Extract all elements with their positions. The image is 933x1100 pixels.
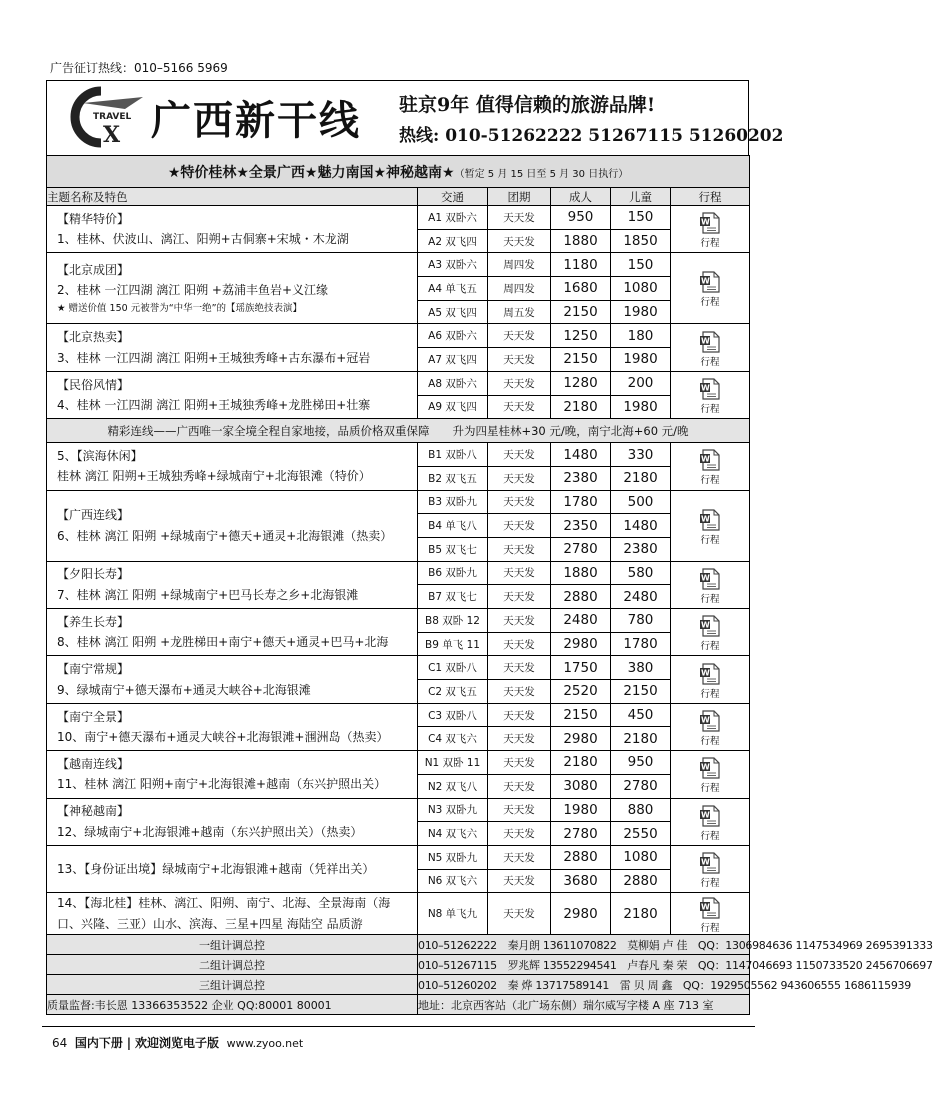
child-price: 2550 xyxy=(611,822,671,846)
adult-price: 2980 xyxy=(551,632,611,656)
child-price: 2380 xyxy=(611,537,671,561)
itinerary-label: 行程 xyxy=(700,783,720,795)
tour-price-table xyxy=(46,155,933,1015)
child-price: 1080 xyxy=(611,277,671,301)
tour-description xyxy=(47,561,418,608)
tour-route: 10、南宁+德天瀑布+通灵大峡谷+北海银滩+涠洲岛（热卖） xyxy=(57,729,389,744)
adult-price: 2180 xyxy=(551,395,611,419)
col-theme: 主题名称及特色 xyxy=(47,188,418,206)
adult-price: 2980 xyxy=(551,893,611,935)
itinerary-label: 行程 xyxy=(700,534,720,546)
child-price: 330 xyxy=(611,443,671,467)
adult-price: 2880 xyxy=(551,585,611,609)
contact-group: 二组计调总控 xyxy=(47,955,418,975)
office-address: 地址：北京西客站（北广场东侧）瑞尔威写字楼 A 座 713 室 xyxy=(418,995,750,1015)
adult-price: 3680 xyxy=(551,869,611,893)
adult-price: 2480 xyxy=(551,609,611,633)
col-itinerary: 行程 xyxy=(671,188,750,206)
svg-text:W: W xyxy=(701,276,710,286)
tour-route: 1、桂林、伏波山、漓江、阳朔+古侗寨+宋城・木龙湖 xyxy=(57,232,349,247)
contact-person: 秦月朗 13611070822 xyxy=(507,938,617,952)
transport-code: B1 双卧八 xyxy=(418,443,488,467)
child-price: 880 xyxy=(611,798,671,822)
document-icon xyxy=(698,710,722,732)
contact-qq: QQ：1306984636 1147534969 2695391333 xyxy=(697,938,933,952)
tour-route: 11、桂林 漓江 阳朔+南宁+北海银滩+越南（东兴护照出关） xyxy=(57,777,387,792)
adult-price: 1880 xyxy=(551,561,611,585)
itinerary-link[interactable] xyxy=(671,893,750,935)
transport-code: N6 双飞六 xyxy=(418,869,488,893)
document-icon xyxy=(698,509,722,531)
departure-schedule: 天天发 xyxy=(488,798,551,822)
contact-staff: 雷 贝 周 鑫 xyxy=(619,978,673,992)
document-icon xyxy=(698,331,722,353)
footer-rule xyxy=(42,1026,755,1027)
adult-price: 3080 xyxy=(551,774,611,798)
transport-code: C1 双卧八 xyxy=(418,656,488,680)
departure-schedule: 天天发 xyxy=(488,514,551,538)
tour-row xyxy=(47,324,750,348)
tour-row xyxy=(47,371,750,395)
adult-price: 2980 xyxy=(551,727,611,751)
child-price: 500 xyxy=(611,490,671,514)
tour-title: 【北京成团】 xyxy=(57,262,130,277)
footer-section: 国内下册 xyxy=(74,1036,123,1050)
tour-title: 【民俗风情】 xyxy=(57,377,130,392)
brand-header xyxy=(46,80,784,155)
title-banner xyxy=(47,156,750,188)
transport-code: C2 双飞五 xyxy=(418,680,488,704)
child-price: 1780 xyxy=(611,632,671,656)
contact-details xyxy=(418,935,933,955)
tour-description xyxy=(47,798,418,845)
transport-code: B7 双飞七 xyxy=(418,585,488,609)
departure-schedule: 天天发 xyxy=(488,893,551,935)
itinerary-label: 行程 xyxy=(700,238,720,250)
col-child: 儿童 xyxy=(611,188,671,206)
itinerary-label: 行程 xyxy=(700,830,720,842)
document-icon xyxy=(698,212,722,234)
adult-price: 2780 xyxy=(551,822,611,846)
document-icon xyxy=(698,271,722,293)
transport-code: A8 双卧六 xyxy=(418,371,488,395)
child-price: 180 xyxy=(611,324,671,348)
transport-code: B8 双卧 12 xyxy=(418,609,488,633)
tour-route: 4、桂林 一江四湖 漓江 阳朔+王城独秀峰+龙胜梯田+壮寨 xyxy=(57,398,371,412)
transport-code: A1 双卧六 xyxy=(418,206,488,230)
transport-code: A4 单飞五 xyxy=(418,277,488,301)
tour-row xyxy=(47,845,750,869)
tour-title: 【南宁全景】 xyxy=(57,709,130,724)
itinerary-link[interactable] xyxy=(671,609,750,656)
logo-travel-text: TRAVEL xyxy=(93,112,132,122)
contact-details xyxy=(418,955,933,975)
tour-row xyxy=(47,253,750,277)
departure-schedule: 天天发 xyxy=(488,869,551,893)
tour-route: 桂林 漓江 阳朔+王城独秀峰+绿城南宁+北海银滩（特价） xyxy=(57,469,371,484)
itinerary-label: 行程 xyxy=(700,593,720,605)
tour-description xyxy=(47,443,418,490)
departure-schedule: 天天发 xyxy=(488,845,551,869)
tour-route: 8、桂林 漓江 阳朔 +龙胜梯田+南宁+德天+通灵+巴马+北海 xyxy=(57,635,389,650)
adult-price: 1680 xyxy=(551,277,611,301)
page-footer xyxy=(52,1034,303,1051)
itinerary-label: 行程 xyxy=(700,735,720,747)
tour-description xyxy=(47,751,418,798)
document-icon xyxy=(698,615,722,637)
child-price: 150 xyxy=(611,253,671,277)
svg-text:W: W xyxy=(701,454,710,464)
child-price: 950 xyxy=(611,751,671,775)
promo-row xyxy=(47,419,750,443)
itinerary-label: 行程 xyxy=(700,688,720,700)
svg-text:W: W xyxy=(701,857,710,867)
document-icon xyxy=(698,897,722,919)
itinerary-link[interactable] xyxy=(671,443,750,490)
adult-price: 1480 xyxy=(551,443,611,467)
contact-group: 一组计调总控 xyxy=(47,935,418,955)
adult-price: 2150 xyxy=(551,703,611,727)
svg-text:W: W xyxy=(701,668,710,678)
child-price: 150 xyxy=(611,206,671,230)
departure-schedule: 天天发 xyxy=(488,585,551,609)
departure-schedule: 天天发 xyxy=(488,229,551,253)
adult-price: 2150 xyxy=(551,348,611,372)
itinerary-label: 行程 xyxy=(700,878,720,890)
document-icon xyxy=(698,852,722,874)
tour-row xyxy=(47,443,750,467)
tour-route: 6、桂林 漓江 阳朔 +绿城南宁+德天+通灵+北海银滩（热卖） xyxy=(57,528,393,543)
child-price: 1850 xyxy=(611,229,671,253)
departure-schedule: 天天发 xyxy=(488,537,551,561)
tour-row xyxy=(47,490,750,514)
transport-code: N3 双卧九 xyxy=(418,798,488,822)
child-price: 200 xyxy=(611,371,671,395)
child-price: 1080 xyxy=(611,845,671,869)
departure-schedule: 天天发 xyxy=(488,774,551,798)
col-traffic: 交通 xyxy=(418,188,488,206)
child-price: 450 xyxy=(611,703,671,727)
document-icon xyxy=(698,757,722,779)
col-adult: 成人 xyxy=(551,188,611,206)
departure-schedule: 天天发 xyxy=(488,348,551,372)
banner-note: （暂定 5 月 15 日至 5 月 30 日执行） xyxy=(454,168,629,180)
promo-text: 精彩连线——广西唯一家全境全程自家地接，品质价格双重保障 升为四星桂林+30 元/晚，南宁北海+60 元/晚 xyxy=(47,419,750,443)
tour-route: 2、桂林 一江四湖 漓江 阳朔 +荔浦丰鱼岩+义江缘 xyxy=(57,283,329,298)
adult-price: 2380 xyxy=(551,466,611,490)
departure-schedule: 天天发 xyxy=(488,561,551,585)
transport-code: N5 双卧九 xyxy=(418,845,488,869)
document-icon xyxy=(698,378,722,400)
departure-schedule: 天天发 xyxy=(488,822,551,846)
transport-code: A3 双卧六 xyxy=(418,253,488,277)
departure-schedule: 周四发 xyxy=(488,253,551,277)
adult-price: 2150 xyxy=(551,300,611,324)
svg-text:W: W xyxy=(701,573,710,583)
transport-code: A7 双飞四 xyxy=(418,348,488,372)
child-price: 2880 xyxy=(611,869,671,893)
child-price: 380 xyxy=(611,656,671,680)
contact-qq: QQ：1147046693 1150733520 2456706697 xyxy=(697,958,933,972)
tour-row xyxy=(47,656,750,680)
transport-code: B2 双飞五 xyxy=(418,466,488,490)
tour-description xyxy=(47,324,418,371)
child-price: 580 xyxy=(611,561,671,585)
child-price: 2780 xyxy=(611,774,671,798)
svg-text:W: W xyxy=(701,383,710,393)
itinerary-label: 行程 xyxy=(700,356,720,368)
adult-price: 1250 xyxy=(551,324,611,348)
tour-row xyxy=(47,751,750,775)
tour-description xyxy=(47,371,418,418)
itinerary-link[interactable] xyxy=(671,845,750,892)
tour-route: 7、桂林 漓江 阳朔 +绿城南宁+巴马长寿之乡+北海银滩 xyxy=(57,587,359,602)
departure-schedule: 周五发 xyxy=(488,300,551,324)
contact-phone: 010–51260202 xyxy=(418,978,497,992)
tour-description xyxy=(47,206,418,253)
cx-travel-logo xyxy=(55,87,147,147)
adult-price: 1180 xyxy=(551,253,611,277)
transport-code: A5 双飞四 xyxy=(418,300,488,324)
adult-price: 1880 xyxy=(551,229,611,253)
adult-price: 2350 xyxy=(551,514,611,538)
svg-text:W: W xyxy=(701,902,710,912)
itinerary-link[interactable] xyxy=(671,751,750,798)
transport-code: A6 双卧六 xyxy=(418,324,488,348)
itinerary-label: 行程 xyxy=(700,297,720,309)
tour-description xyxy=(47,609,418,656)
brand-slogan: 驻京9年 值得信赖的旅游品牌! xyxy=(399,94,656,116)
tour-title: 【养生长寿】 xyxy=(57,614,130,629)
child-price: 1980 xyxy=(611,395,671,419)
column-headers xyxy=(47,188,750,206)
tour-description xyxy=(47,656,418,703)
itinerary-label: 行程 xyxy=(700,641,720,653)
contact-row xyxy=(47,935,750,955)
itinerary-link[interactable] xyxy=(671,703,750,750)
quality-row xyxy=(47,995,750,1015)
adult-price: 2880 xyxy=(551,845,611,869)
document-icon xyxy=(698,568,722,590)
tour-row xyxy=(47,561,750,585)
adult-price: 950 xyxy=(551,206,611,230)
document-icon xyxy=(698,805,722,827)
svg-text:X: X xyxy=(103,122,121,148)
child-price: 780 xyxy=(611,609,671,633)
transport-code: A9 双飞四 xyxy=(418,395,488,419)
contact-row xyxy=(47,955,750,975)
departure-schedule: 天天发 xyxy=(488,751,551,775)
tour-row xyxy=(47,893,750,935)
svg-text:W: W xyxy=(701,217,710,227)
departure-schedule: 天天发 xyxy=(488,632,551,656)
tour-row xyxy=(47,609,750,633)
svg-text:W: W xyxy=(701,336,710,346)
tour-title: 【南宁常规】 xyxy=(57,662,130,677)
adult-price: 1750 xyxy=(551,656,611,680)
transport-code: N2 双飞八 xyxy=(418,774,488,798)
departure-schedule: 天天发 xyxy=(488,324,551,348)
contact-person: 罗兆辉 13552294541 xyxy=(507,958,617,972)
departure-schedule: 天天发 xyxy=(488,206,551,230)
svg-text:W: W xyxy=(701,514,710,524)
child-price: 2180 xyxy=(611,466,671,490)
transport-code: B5 双飞七 xyxy=(418,537,488,561)
tour-row xyxy=(47,206,750,230)
document-icon xyxy=(698,663,722,685)
brand-hotline: 热线: 010-51262222 51267115 51260202 xyxy=(399,126,784,146)
ad-hotline: 广告征订热线：010–5166 5969 xyxy=(50,61,228,75)
child-price: 1980 xyxy=(611,348,671,372)
transport-code: B4 单飞八 xyxy=(418,514,488,538)
tour-description xyxy=(47,893,418,935)
tour-title: 5、【滨海休闲】 xyxy=(57,448,143,463)
tour-route: 13、【身份证出境】绿城南宁+北海银滩+越南（凭祥出关） xyxy=(57,861,375,876)
footer-site[interactable]: www.zyoo.net xyxy=(226,1037,304,1050)
departure-schedule: 天天发 xyxy=(488,703,551,727)
itinerary-label: 行程 xyxy=(700,922,720,934)
tour-title: 【北京热卖】 xyxy=(57,330,130,345)
brand-name: 广西新干线 xyxy=(151,97,361,144)
page-number: 64 xyxy=(52,1036,68,1050)
tour-title: 【神秘越南】 xyxy=(57,804,130,819)
contact-qq: QQ：1929505562 943606555 1686115939 xyxy=(682,978,911,992)
footer-sep: | xyxy=(126,1036,132,1050)
transport-code: B6 双卧九 xyxy=(418,561,488,585)
footer-welcome: 欢迎浏览电子版 xyxy=(134,1036,219,1050)
tour-description xyxy=(47,703,418,750)
departure-schedule: 天天发 xyxy=(488,443,551,467)
itinerary-link[interactable] xyxy=(671,798,750,845)
transport-code: N8 单飞九 xyxy=(418,893,488,935)
transport-code: N4 双飞六 xyxy=(418,822,488,846)
tour-description xyxy=(47,253,418,324)
adult-price: 1780 xyxy=(551,490,611,514)
transport-code: C3 双卧八 xyxy=(418,703,488,727)
child-price: 2180 xyxy=(611,727,671,751)
child-price: 1980 xyxy=(611,300,671,324)
svg-text:W: W xyxy=(701,762,710,772)
transport-code: B9 单飞 11 xyxy=(418,632,488,656)
svg-text:W: W xyxy=(701,810,710,820)
tour-route: 9、绿城南宁+德天瀑布+通灵大峡谷+北海银滩 xyxy=(57,682,311,697)
contact-person: 秦 烨 13717589141 xyxy=(507,978,610,992)
banner-title: ★特价桂林★全景广西★魅力南国★神秘越南★ xyxy=(167,164,455,181)
tour-route: 3、桂林 一江四湖 漓江 阳朔+王城独秀峰+古东瀑布+冠岩 xyxy=(57,350,371,365)
document-icon xyxy=(698,449,722,471)
contact-row xyxy=(47,975,750,995)
tour-description xyxy=(47,845,418,892)
departure-schedule: 天天发 xyxy=(488,656,551,680)
tour-title: 【精华特价】 xyxy=(57,211,130,226)
departure-schedule: 天天发 xyxy=(488,371,551,395)
adult-price: 2180 xyxy=(551,751,611,775)
tour-title: 【夕阳长寿】 xyxy=(57,567,130,582)
child-price: 2180 xyxy=(611,893,671,935)
svg-text:W: W xyxy=(701,715,710,725)
tour-title: 【广西连线】 xyxy=(57,508,130,523)
adult-price: 2520 xyxy=(551,680,611,704)
tour-route: 14、【海北桂】桂林、漓江、阳朔、南宁、北海、全景海南（海口、兴隆、三亚）山水、滨海、三星+四星 海陆空 品质游 xyxy=(57,896,391,931)
itinerary-link[interactable] xyxy=(671,490,750,561)
contact-staff: 卢春凡 秦 荣 xyxy=(627,958,688,972)
transport-code: A2 双飞四 xyxy=(418,229,488,253)
contact-group: 三组计调总控 xyxy=(47,975,418,995)
itinerary-link[interactable] xyxy=(671,371,750,418)
departure-schedule: 周四发 xyxy=(488,277,551,301)
itinerary-link[interactable] xyxy=(671,253,750,324)
departure-schedule: 天天发 xyxy=(488,466,551,490)
tour-description xyxy=(47,490,418,561)
transport-code: C4 双飞六 xyxy=(418,727,488,751)
contact-staff: 莫柳娟 卢 佳 xyxy=(627,938,688,952)
tour-title: 【越南连线】 xyxy=(57,756,130,771)
tour-row xyxy=(47,798,750,822)
child-price: 1480 xyxy=(611,514,671,538)
transport-code: B3 双卧九 xyxy=(418,490,488,514)
adult-price: 2780 xyxy=(551,537,611,561)
tour-bonus: ★ 赠送价值 150 元被誉为“中华一绝”的【瑶族绝技表演】 xyxy=(57,302,303,314)
departure-schedule: 天天发 xyxy=(488,680,551,704)
tour-row xyxy=(47,703,750,727)
child-price: 2480 xyxy=(611,585,671,609)
departure-schedule: 天天发 xyxy=(488,490,551,514)
itinerary-link[interactable] xyxy=(671,324,750,371)
adult-price: 1280 xyxy=(551,371,611,395)
contact-phone: 010–51267115 xyxy=(418,958,497,972)
tour-route: 12、绿城南宁+北海银滩+越南（东兴护照出关）（热卖） xyxy=(57,824,363,839)
departure-schedule: 天天发 xyxy=(488,609,551,633)
quality-supervision: 质量监督:韦长恩 13366353522 企业 QQ:80001 80001 xyxy=(47,995,418,1015)
adult-price: 1980 xyxy=(551,798,611,822)
itinerary-label: 行程 xyxy=(700,475,720,487)
itinerary-link[interactable] xyxy=(671,656,750,703)
contact-details xyxy=(418,975,911,995)
departure-schedule: 天天发 xyxy=(488,395,551,419)
child-price: 2150 xyxy=(611,680,671,704)
departure-schedule: 天天发 xyxy=(488,727,551,751)
contact-phone: 010–51262222 xyxy=(418,938,497,952)
svg-text:W: W xyxy=(701,620,710,630)
itinerary-label: 行程 xyxy=(700,404,720,415)
itinerary-link[interactable] xyxy=(671,206,750,253)
transport-code: N1 双卧 11 xyxy=(418,751,488,775)
itinerary-link[interactable] xyxy=(671,561,750,608)
col-schedule: 团期 xyxy=(488,188,551,206)
